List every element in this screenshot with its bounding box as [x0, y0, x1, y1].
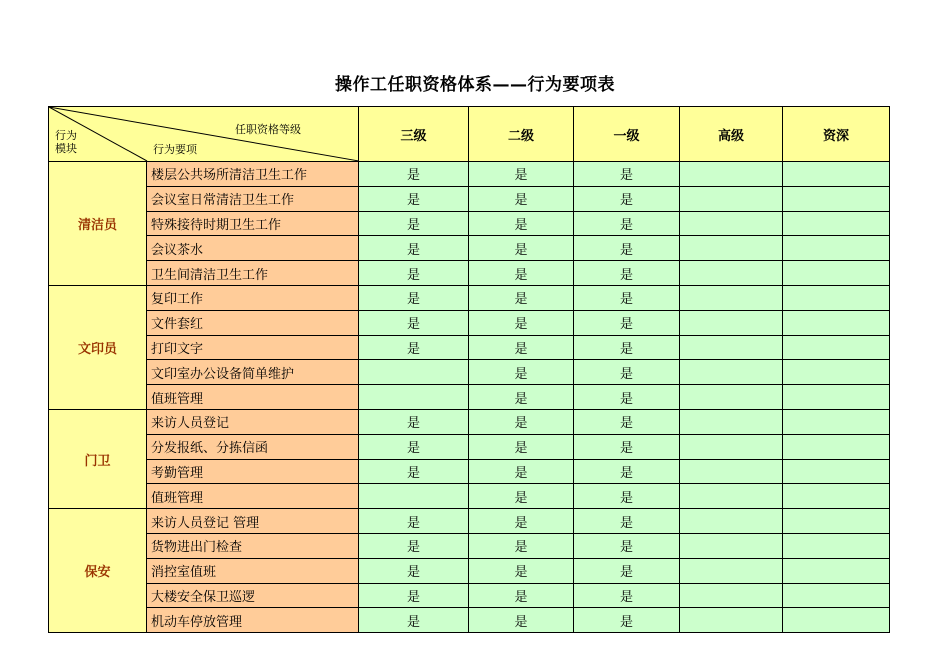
table-row [49, 335, 890, 360]
level-mark-cell [680, 484, 783, 509]
level-mark-cell: 是 [469, 261, 574, 286]
level-mark-cell: 是 [469, 385, 574, 410]
level-mark-cell: 是 [574, 385, 680, 410]
level-mark-cell [783, 236, 890, 261]
level-mark-cell [680, 285, 783, 310]
table-row [49, 310, 890, 335]
table-row [49, 385, 890, 410]
level-header-2: 二级 [469, 107, 574, 162]
level-mark-cell: 是 [574, 186, 680, 211]
level-mark-cell: 是 [574, 533, 680, 558]
level-mark-cell: 是 [574, 285, 680, 310]
level-header-3: 三级 [359, 107, 469, 162]
level-mark-cell [783, 409, 890, 434]
level-header-senior: 高级 [680, 107, 783, 162]
level-mark-cell: 是 [469, 434, 574, 459]
table-row [49, 211, 890, 236]
page-title: 操作工任职资格体系——行为要项表 [335, 75, 615, 95]
module-label: 文印员 [49, 285, 147, 409]
level-mark-cell: 是 [359, 186, 469, 211]
corner-label-level: 任职资格等级 [235, 123, 301, 136]
level-mark-cell: 是 [469, 608, 574, 633]
table-row [49, 459, 890, 484]
level-mark-cell: 是 [359, 533, 469, 558]
level-mark-cell [680, 261, 783, 286]
level-mark-cell: 是 [574, 583, 680, 608]
behavior-item: 特殊接待时期卫生工作 [147, 211, 359, 236]
level-mark-cell [680, 533, 783, 558]
level-mark-cell [680, 608, 783, 633]
level-mark-cell: 是 [469, 533, 574, 558]
level-mark-cell [680, 509, 783, 534]
corner-label-item: 行为要项 [153, 143, 197, 156]
level-mark-cell [680, 335, 783, 360]
level-mark-cell [783, 211, 890, 236]
level-mark-cell: 是 [469, 285, 574, 310]
level-mark-cell: 是 [574, 162, 680, 187]
behavior-item: 消控室值班 [147, 558, 359, 583]
behavior-item: 文件套红 [147, 310, 359, 335]
table-row [49, 236, 890, 261]
level-mark-cell [783, 310, 890, 335]
level-mark-cell: 是 [574, 335, 680, 360]
module-label: 门卫 [49, 409, 147, 508]
level-mark-cell [359, 484, 469, 509]
level-mark-cell: 是 [469, 310, 574, 335]
behavior-item: 来访人员登记 [147, 409, 359, 434]
level-mark-cell: 是 [574, 434, 680, 459]
table-row [49, 583, 890, 608]
level-mark-cell: 是 [359, 608, 469, 633]
table-row [49, 608, 890, 633]
behavior-item: 会议茶水 [147, 236, 359, 261]
level-mark-cell: 是 [574, 236, 680, 261]
level-mark-cell [680, 211, 783, 236]
behavior-item: 会议室日常清洁卫生工作 [147, 186, 359, 211]
level-mark-cell: 是 [359, 509, 469, 534]
corner-label-module-line2: 模块 [55, 142, 77, 155]
level-mark-cell [783, 583, 890, 608]
level-mark-cell: 是 [574, 409, 680, 434]
level-header-1: 一级 [574, 107, 680, 162]
level-mark-cell: 是 [359, 211, 469, 236]
level-mark-cell: 是 [469, 186, 574, 211]
level-mark-cell [783, 360, 890, 385]
level-mark-cell: 是 [574, 459, 680, 484]
level-mark-cell: 是 [359, 310, 469, 335]
level-mark-cell: 是 [359, 409, 469, 434]
behavior-item: 打印文字 [147, 335, 359, 360]
corner-header-cell [49, 107, 359, 162]
level-mark-cell: 是 [469, 409, 574, 434]
table-row [49, 533, 890, 558]
level-mark-cell: 是 [359, 583, 469, 608]
level-mark-cell [783, 558, 890, 583]
corner-diagonal-lines [49, 107, 359, 161]
behavior-item: 货物进出门检查 [147, 533, 359, 558]
level-mark-cell: 是 [469, 335, 574, 360]
behavior-item: 楼层公共场所清洁卫生工作 [147, 162, 359, 187]
level-mark-cell: 是 [359, 162, 469, 187]
level-mark-cell [680, 385, 783, 410]
level-mark-cell: 是 [359, 285, 469, 310]
level-mark-cell [783, 533, 890, 558]
level-mark-cell [783, 608, 890, 633]
level-mark-cell: 是 [469, 509, 574, 534]
level-mark-cell: 是 [574, 310, 680, 335]
behavior-item: 卫生间清洁卫生工作 [147, 261, 359, 286]
behavior-item: 复印工作 [147, 285, 359, 310]
level-mark-cell: 是 [574, 484, 680, 509]
behavior-item: 值班管理 [147, 385, 359, 410]
level-mark-cell [680, 310, 783, 335]
module-label: 保安 [49, 509, 147, 633]
level-mark-cell: 是 [359, 434, 469, 459]
level-mark-cell [783, 459, 890, 484]
level-mark-cell [783, 335, 890, 360]
level-header-expert: 资深 [783, 107, 890, 162]
level-mark-cell: 是 [469, 211, 574, 236]
level-mark-cell [359, 360, 469, 385]
level-mark-cell [680, 558, 783, 583]
level-mark-cell: 是 [359, 261, 469, 286]
behavior-item: 分发报纸、分拣信函 [147, 434, 359, 459]
header-row [49, 107, 890, 162]
level-mark-cell: 是 [574, 608, 680, 633]
table-row [49, 409, 890, 434]
level-mark-cell [783, 509, 890, 534]
corner-label-module-line1: 行为 [55, 129, 77, 142]
level-mark-cell: 是 [359, 236, 469, 261]
level-mark-cell: 是 [574, 261, 680, 286]
level-mark-cell [680, 459, 783, 484]
level-mark-cell [359, 385, 469, 410]
level-mark-cell [783, 285, 890, 310]
level-mark-cell: 是 [469, 360, 574, 385]
level-mark-cell [680, 236, 783, 261]
level-mark-cell: 是 [574, 360, 680, 385]
table-row [49, 285, 890, 310]
qualification-table [48, 106, 890, 633]
level-mark-cell: 是 [359, 558, 469, 583]
table-row [49, 434, 890, 459]
level-mark-cell: 是 [469, 162, 574, 187]
level-mark-cell [783, 434, 890, 459]
corner-label-module [55, 129, 77, 155]
level-mark-cell: 是 [469, 459, 574, 484]
table-row [49, 261, 890, 286]
level-mark-cell: 是 [574, 211, 680, 236]
module-label: 清洁员 [49, 162, 147, 286]
level-mark-cell [783, 186, 890, 211]
behavior-item: 来访人员登记 管理 [147, 509, 359, 534]
table-row [49, 360, 890, 385]
level-mark-cell [783, 484, 890, 509]
level-mark-cell: 是 [469, 484, 574, 509]
behavior-item: 考勤管理 [147, 459, 359, 484]
level-mark-cell [680, 409, 783, 434]
level-mark-cell: 是 [359, 459, 469, 484]
behavior-item: 机动车停放管理 [147, 608, 359, 633]
table-row [49, 509, 890, 534]
level-mark-cell: 是 [469, 236, 574, 261]
level-mark-cell: 是 [574, 509, 680, 534]
level-mark-cell [680, 162, 783, 187]
behavior-item: 大楼安全保卫巡逻 [147, 583, 359, 608]
level-mark-cell [783, 162, 890, 187]
level-mark-cell: 是 [469, 558, 574, 583]
level-mark-cell [783, 385, 890, 410]
level-mark-cell: 是 [469, 583, 574, 608]
level-mark-cell [680, 583, 783, 608]
level-mark-cell [783, 261, 890, 286]
table-row [49, 186, 890, 211]
table-row [49, 484, 890, 509]
level-mark-cell: 是 [574, 558, 680, 583]
level-mark-cell [680, 434, 783, 459]
table-row [49, 162, 890, 187]
table-row [49, 558, 890, 583]
level-mark-cell [680, 186, 783, 211]
level-mark-cell: 是 [359, 335, 469, 360]
level-mark-cell [680, 360, 783, 385]
behavior-item: 文印室办公设备简单维护 [147, 360, 359, 385]
behavior-item: 值班管理 [147, 484, 359, 509]
